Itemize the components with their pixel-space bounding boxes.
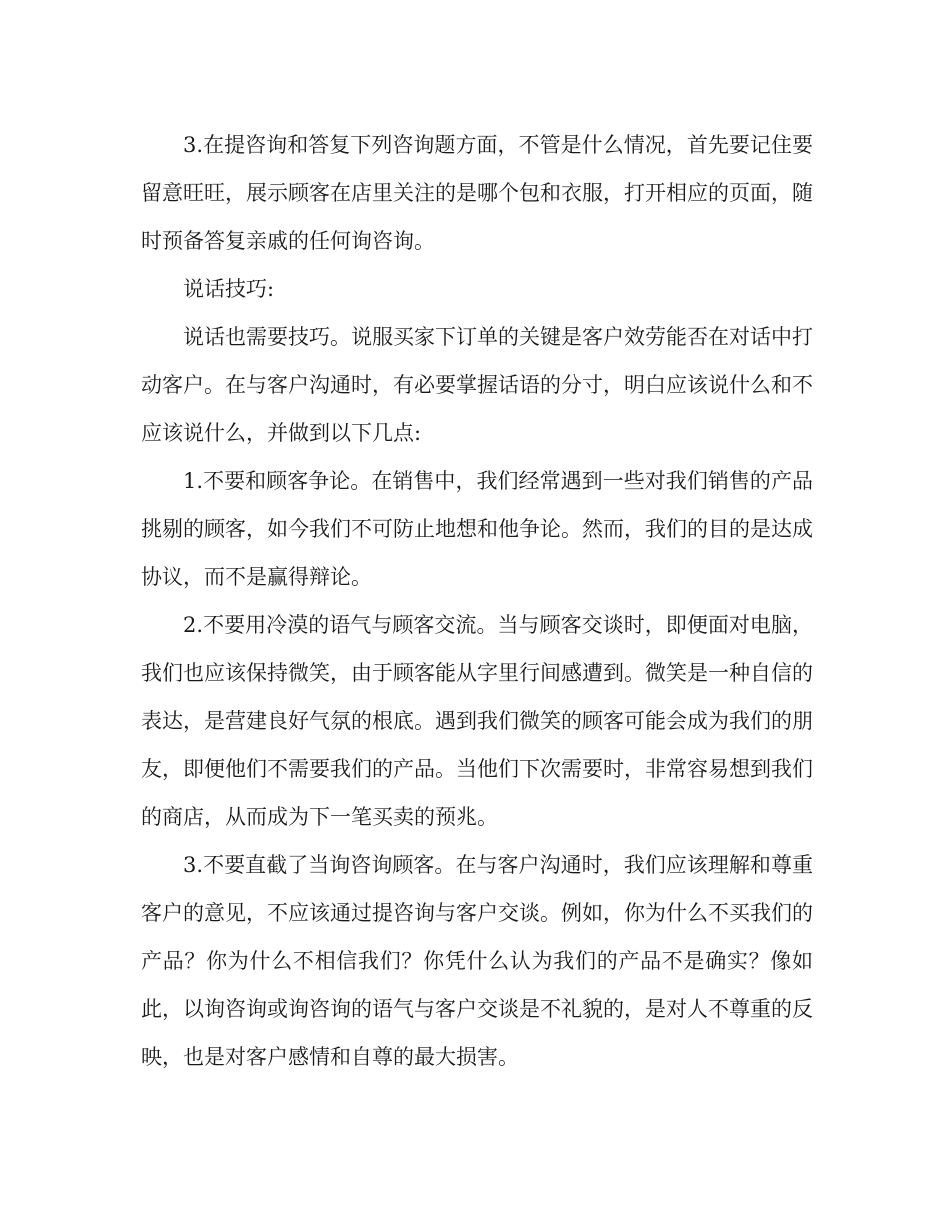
paragraph-point-3: 3.不要直截了当询咨询顾客。在与客户沟通时，我们应该理解和尊重客户的意见，不应该通过提咨询与客户交谈。例如，你为什么不买我们的产品？你为什么不相信我们？你凭什么认为我们的产品不是确实？像如此，以询咨询或询咨询的语气与客户交谈是不礼貌的，是对人不尊重的反映，也是对客户感情和自尊的最大损害。 [141, 853, 813, 1069]
heading-speaking-skills: 说话技巧: [183, 277, 275, 301]
document-body [141, 121, 813, 1081]
paragraph-asking-questions: 3.在提咨询和答复下列咨询题方面，不管是什么情况，首先要记住要留意旺旺，展示顾客在店里关注的是哪个包和衣服，打开相应的页面，随时预备答复亲戚的任何询咨询。 [141, 133, 813, 253]
paragraph-speaking-intro: 说话也需要技巧。说服买家下订单的关键是客户效劳能否在对话中打动客户。在与客户沟通时，有必要掌握话语的分寸，明白应该说什么和不应该说什么，并做到以下几点: [141, 325, 813, 445]
paragraph-point-2: 2.不要用冷漠的语气与顾客交流。当与顾客交谈时，即便面对电脑，我们也应该保持微笑，由于顾客能从字里行间感遭到。微笑是一种自信的表达，是营建良好气氛的根底。遇到我们微笑的顾客可能会成为我们的朋友，即便他们不需要我们的产品。当他们下次需要时，非常容易想到我们的商店，从而成为下一笔买卖的预兆。 [141, 613, 813, 829]
paragraph-point-1: 1.不要和顾客争论。在销售中，我们经常遇到一些对我们销售的产品挑剔的顾客，如今我们不可防止地想和他争论。然而，我们的目的是达成协议，而不是赢得辩论。 [141, 469, 813, 589]
